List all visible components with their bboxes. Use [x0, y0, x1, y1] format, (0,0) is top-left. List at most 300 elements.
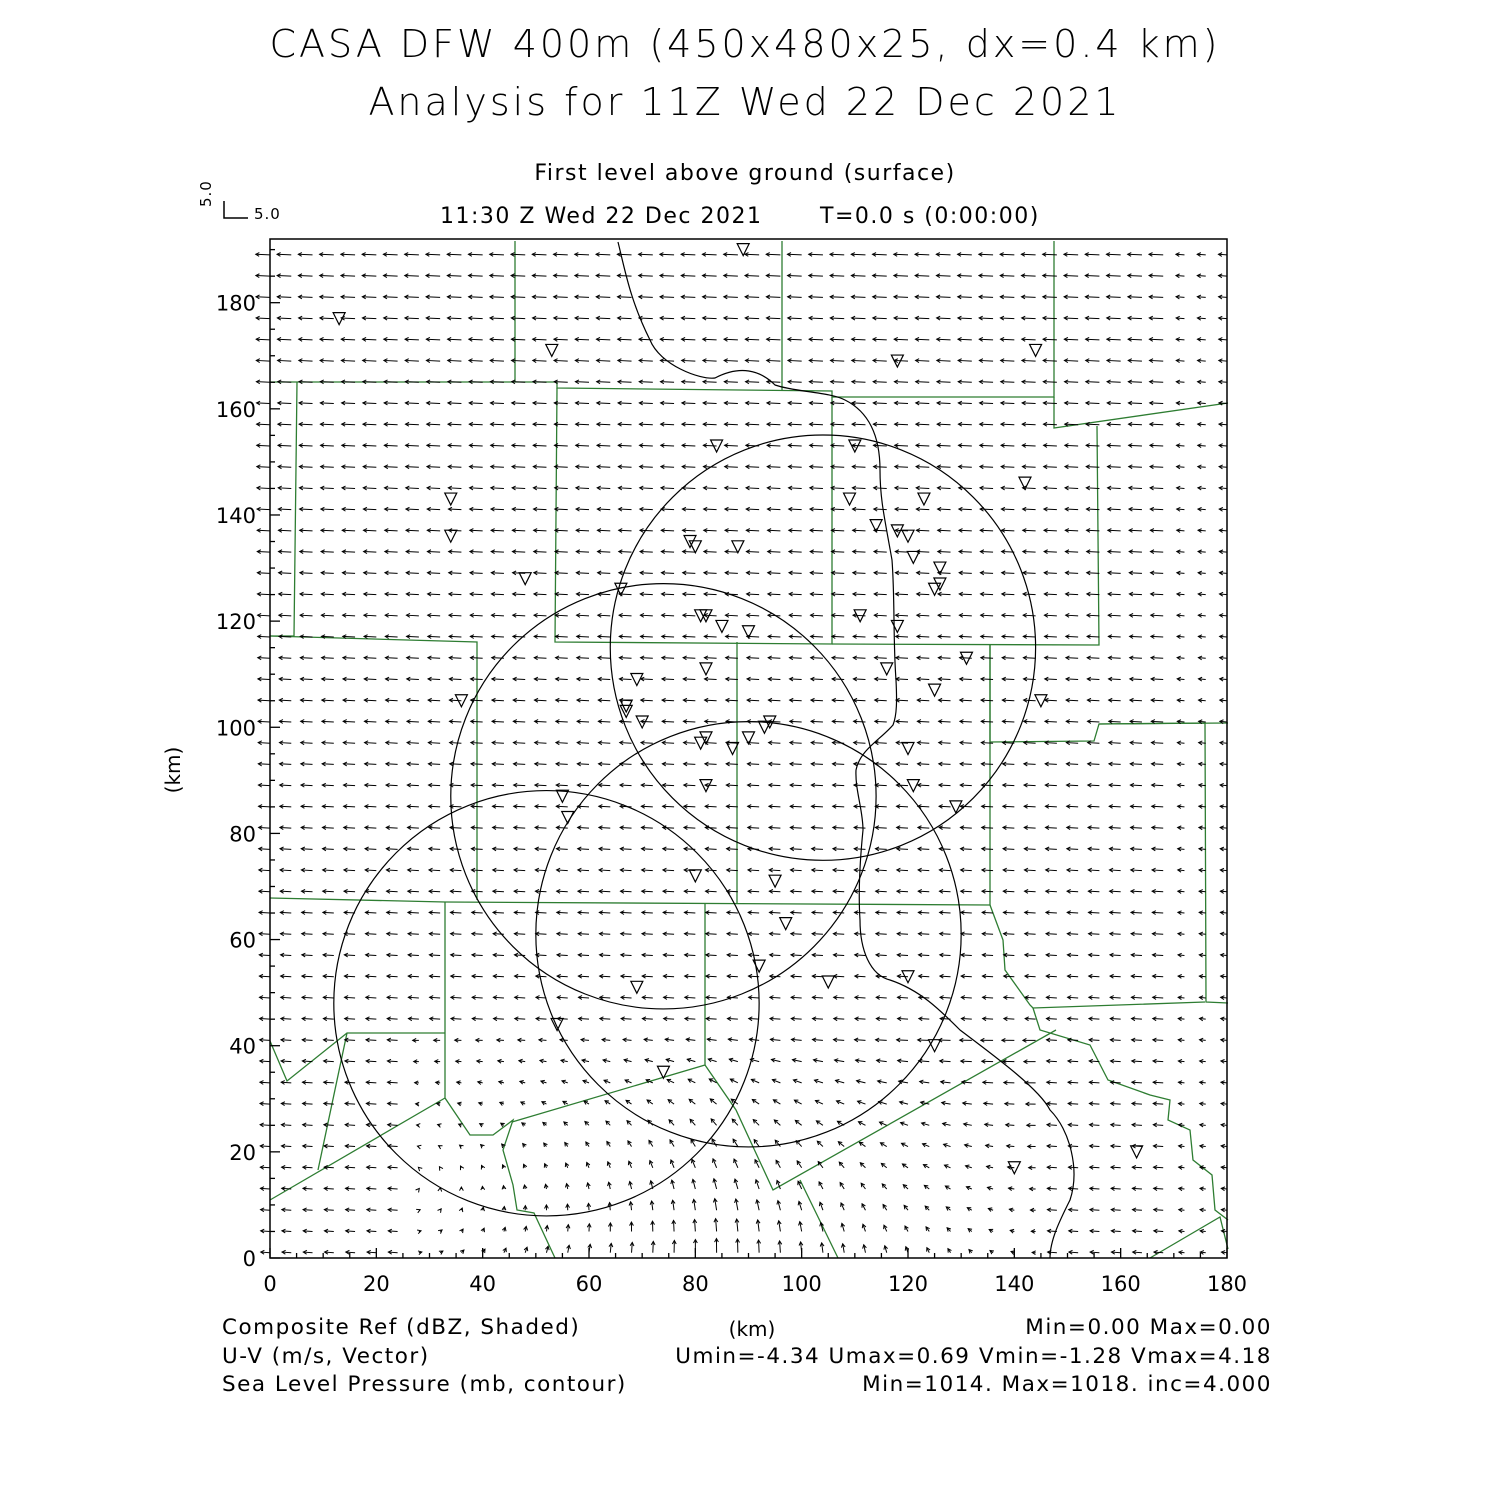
wind-vector-arrow	[427, 380, 441, 384]
wind-vector-arrow	[278, 507, 291, 511]
wind-vector-arrow	[811, 677, 823, 681]
wind-vector-arrow	[663, 847, 674, 851]
wind-vector-arrow	[536, 932, 547, 936]
wind-vector-arrow	[256, 316, 270, 320]
wind-vector-arrow	[586, 1142, 590, 1147]
wind-vector-arrow	[387, 1038, 397, 1042]
wind-vector-arrow	[736, 1239, 740, 1253]
wind-vector-arrow	[878, 1080, 887, 1084]
wind-vector-arrow	[469, 274, 483, 278]
wind-vector-arrow	[748, 889, 759, 893]
wind-vector-arrow	[439, 1146, 443, 1149]
wind-vector-arrow	[565, 1163, 569, 1168]
wind-vector-arrow	[280, 932, 291, 936]
wind-vector-arrow	[408, 868, 419, 872]
wind-vector-arrow	[578, 996, 589, 1000]
wind-vector-arrow	[513, 592, 526, 596]
wind-vector-arrow	[1024, 826, 1035, 830]
wind-vector-arrow	[365, 826, 376, 830]
wind-vector-arrow	[1178, 1038, 1184, 1042]
wind-vector-arrow	[1047, 1187, 1057, 1191]
wind-vector-arrow	[605, 1101, 610, 1105]
wind-vector-arrow	[940, 1059, 951, 1063]
wind-vector-arrow	[491, 550, 504, 554]
wind-vector-arrow	[1150, 401, 1164, 405]
wind-vector-arrow	[941, 1080, 951, 1084]
wind-vector-arrow	[618, 359, 632, 363]
x-tick-label: 180	[1206, 1272, 1248, 1296]
wind-vector-arrow	[705, 720, 717, 724]
wind-vector-arrow	[684, 826, 695, 830]
wind-vector-arrow	[831, 507, 844, 511]
wind-vector-arrow	[596, 295, 610, 299]
wind-vector-arrow	[1152, 889, 1163, 893]
wind-vector-arrow	[542, 1102, 547, 1105]
wind-vector-arrow	[852, 401, 866, 405]
wind-vector-arrow	[492, 805, 503, 809]
wind-vector-arrow	[564, 1122, 568, 1126]
wind-vector-arrow	[727, 974, 738, 978]
wind-vector-arrow	[259, 953, 270, 957]
wind-vector-arrow	[726, 762, 738, 766]
wind-vector-arrow	[981, 1038, 993, 1042]
wind-vector-arrow	[575, 316, 589, 320]
wind-vector-arrow	[1176, 316, 1184, 320]
wind-vector-arrow	[725, 507, 738, 511]
wind-vector-arrow	[876, 932, 887, 936]
wind-vector-arrow	[1006, 1123, 1015, 1127]
wind-vector-arrow	[556, 677, 568, 681]
wind-vector-arrow	[1198, 550, 1206, 554]
wind-vector-arrow	[554, 316, 568, 320]
wind-vector-arrow	[1177, 635, 1184, 639]
wind-vector-arrow	[300, 656, 312, 660]
wind-vector-arrow	[682, 337, 696, 341]
wind-vector-arrow	[819, 1182, 823, 1189]
wind-vector-arrow	[1199, 826, 1206, 830]
wind-vector-arrow	[578, 974, 589, 978]
wind-vector-arrow	[809, 316, 823, 320]
wind-vector-arrow	[651, 1221, 655, 1231]
wind-vector-arrow	[922, 1122, 930, 1126]
wind-vector-arrow	[577, 783, 589, 787]
wind-vector-arrow	[450, 911, 461, 915]
wind-vector-arrow	[984, 1102, 993, 1106]
wind-vector-arrow	[322, 698, 334, 702]
wind-vector-arrow	[1021, 274, 1035, 278]
wind-vector-arrow	[578, 826, 589, 830]
wind-vector-arrow	[279, 698, 291, 702]
wind-vector-arrow	[1219, 295, 1227, 299]
wind-vector-arrow	[859, 1142, 865, 1146]
wind-vector-arrow	[959, 592, 972, 596]
wind-vector-arrow	[345, 1165, 355, 1169]
wind-vector-arrow	[1221, 1251, 1227, 1255]
wind-vector-arrow	[578, 847, 589, 851]
wind-vector-arrow	[771, 1058, 780, 1062]
wind-vector-arrow	[385, 656, 397, 660]
wind-vector-arrow	[726, 698, 738, 702]
wind-vector-arrow	[811, 720, 823, 724]
wind-vector-arrow	[940, 911, 951, 915]
wind-vector-arrow	[959, 613, 971, 617]
wind-vector-arrow	[703, 295, 717, 299]
wind-vector-arrow	[363, 422, 376, 426]
wind-vector-arrow	[661, 444, 674, 448]
wind-vector-arrow	[1065, 444, 1078, 448]
wind-vector-arrow	[832, 656, 844, 660]
wind-vector-arrow	[1065, 571, 1078, 575]
wind-vector-arrow	[1109, 677, 1121, 681]
wind-vector-arrow	[300, 571, 313, 575]
wind-vector-arrow	[832, 698, 844, 702]
wind-vector-arrow	[1043, 274, 1057, 278]
wind-vector-arrow	[322, 720, 334, 724]
wind-vector-arrow	[832, 762, 844, 766]
wind-vector-arrow	[833, 953, 844, 957]
wind-vector-arrow	[1065, 529, 1078, 533]
wind-vector-arrow	[1087, 720, 1099, 724]
wind-vector-arrow	[937, 380, 951, 384]
wind-vector-arrow	[747, 762, 759, 766]
wind-vector-arrow	[278, 486, 291, 490]
wind-vector-arrow	[621, 932, 632, 936]
wind-vector-arrow	[1130, 635, 1142, 639]
wind-vector-arrow	[961, 847, 972, 851]
wind-vector-arrow	[1046, 868, 1057, 872]
wind-vector-arrow	[1178, 1102, 1184, 1106]
wind-vector-arrow	[322, 826, 333, 830]
wind-vector-arrow	[481, 1228, 484, 1232]
wind-vector-arrow	[533, 465, 546, 469]
wind-vector-arrow	[873, 401, 887, 405]
wind-vector-arrow	[1177, 465, 1185, 469]
wind-vector-arrow	[388, 1187, 398, 1191]
wind-vector-arrow	[596, 274, 610, 278]
wind-vector-arrow	[791, 932, 802, 936]
wind-vector-arrow	[691, 1159, 695, 1167]
wind-vector-arrow	[535, 762, 547, 766]
wind-vector-arrow	[898, 1017, 908, 1021]
wind-vector-arrow	[1108, 656, 1120, 660]
wind-vector-arrow	[579, 1017, 589, 1021]
wind-vector-arrow	[555, 465, 568, 469]
wind-vector-arrow	[1010, 1229, 1014, 1233]
wind-vector-arrow	[724, 274, 738, 278]
wind-vector-arrow	[598, 613, 610, 617]
wind-vector-arrow	[1131, 932, 1142, 936]
wind-vector-arrow	[854, 720, 866, 724]
wind-vector-arrow	[364, 656, 376, 660]
wind-vector-arrow	[746, 380, 760, 384]
wind-vector-arrow	[449, 656, 461, 660]
wind-vector-arrow	[1108, 613, 1120, 617]
wind-vector-arrow	[747, 656, 759, 660]
wind-vector-arrow	[1023, 529, 1036, 533]
wind-vector-arrow	[640, 571, 653, 575]
wind-vector-arrow	[981, 635, 993, 639]
wind-vector-arrow	[874, 571, 887, 575]
wind-vector-arrow	[279, 592, 292, 596]
wind-vector-arrow	[460, 1250, 464, 1254]
wind-vector-arrow	[363, 529, 376, 533]
wind-vector-arrow	[1085, 274, 1099, 278]
wind-vector-arrow	[455, 1038, 462, 1042]
wind-vector-arrow	[919, 974, 930, 978]
wind-vector-arrow	[753, 1120, 759, 1126]
wind-vector-arrow	[768, 592, 781, 596]
wind-vector-arrow	[386, 720, 398, 724]
wind-vector-arrow	[627, 1121, 632, 1126]
wind-vector-arrow	[982, 826, 993, 830]
wind-vector-arrow	[1219, 486, 1227, 490]
wind-vector-arrow	[554, 380, 568, 384]
wind-vector-arrow	[1151, 635, 1163, 639]
wind-vector-arrow	[684, 762, 696, 766]
wind-vector-arrow	[682, 444, 695, 448]
wind-vector-arrow	[672, 1220, 676, 1231]
wind-vector-arrow	[927, 1248, 930, 1253]
wind-vector-arrow	[1064, 295, 1078, 299]
wind-vector-arrow	[599, 911, 610, 915]
wind-vector-arrow	[967, 1208, 972, 1211]
wind-vector-arrow	[1046, 996, 1057, 1000]
wind-vector-arrow	[750, 1058, 759, 1062]
wind-vector-arrow	[405, 422, 418, 426]
wind-vector-arrow	[1004, 1081, 1014, 1085]
wind-vector-arrow	[277, 316, 291, 320]
wind-vector-arrow	[1177, 550, 1185, 554]
wind-vector-arrow	[598, 571, 611, 575]
wind-vector-arrow	[1001, 359, 1015, 363]
wind-vector-arrow	[724, 359, 738, 363]
wind-vector-arrow	[299, 401, 313, 405]
wind-vector-arrow	[789, 592, 802, 596]
wind-vector-arrow	[1046, 932, 1057, 936]
wind-vector-arrow	[1199, 868, 1206, 872]
wind-vector-arrow	[641, 698, 653, 702]
wind-vector-arrow	[1022, 359, 1036, 363]
wind-vector-arrow	[1219, 550, 1227, 554]
wind-vector-arrow	[810, 465, 823, 469]
wind-vector-arrow	[1024, 805, 1035, 809]
wind-vector-arrow	[322, 656, 334, 660]
wind-vector-arrow	[618, 380, 632, 384]
wind-vector-arrow	[703, 380, 717, 384]
wind-vector-arrow	[1153, 1059, 1163, 1063]
wind-vector-arrow	[387, 1081, 397, 1085]
wind-vector-arrow	[449, 592, 462, 596]
wind-vector-arrow	[556, 741, 568, 745]
wind-vector-arrow	[1085, 316, 1099, 320]
wind-vector-arrow	[958, 253, 972, 257]
wind-vector-arrow	[524, 1226, 528, 1231]
wind-vector-arrow	[681, 295, 695, 299]
wind-vector-arrow	[811, 805, 822, 809]
wind-vector-arrow	[606, 1121, 610, 1125]
wind-vector-arrow	[449, 677, 461, 681]
wind-vector-arrow	[576, 571, 589, 575]
plot-subtitle: Analysis for 11Z Wed 22 Dec 2021	[368, 80, 1122, 124]
wind-vector-arrow	[417, 1124, 421, 1128]
wind-vector-arrow	[427, 529, 440, 533]
wind-vector-arrow	[852, 486, 865, 490]
wind-vector-arrow	[938, 592, 951, 596]
wind-vector-arrow	[258, 677, 270, 681]
wind-vector-arrow	[438, 1124, 442, 1128]
wind-vector-arrow	[873, 295, 887, 299]
wind-vector-arrow	[450, 868, 461, 872]
wind-vector-arrow	[883, 1205, 887, 1211]
wind-vector-arrow	[385, 550, 398, 554]
wind-vector-arrow	[863, 1245, 867, 1253]
wind-vector-arrow	[916, 529, 929, 533]
wind-vector-arrow	[1198, 592, 1206, 596]
wind-vector-arrow	[1130, 656, 1142, 660]
wind-vector-arrow	[769, 805, 780, 809]
wind-vector-arrow	[873, 359, 887, 363]
wind-vector-arrow	[1131, 953, 1142, 957]
wind-vector-arrow	[683, 720, 695, 724]
wind-vector-arrow	[769, 889, 780, 893]
wind-vector-arrow	[427, 465, 440, 469]
wind-vector-arrow	[493, 868, 504, 872]
wind-vector-arrow	[428, 656, 440, 660]
wind-vector-arrow	[982, 974, 993, 978]
wind-vector-arrow	[1066, 635, 1078, 639]
wind-vector-arrow	[491, 571, 504, 575]
wind-vector-arrow	[259, 847, 270, 851]
wind-vector-arrow	[521, 1102, 525, 1105]
wind-vector-arrow	[1221, 975, 1227, 979]
wind-vector-arrow	[714, 1219, 718, 1232]
wind-vector-arrow	[788, 295, 802, 299]
wind-vector-arrow	[540, 1059, 547, 1063]
wind-vector-arrow	[1089, 1017, 1099, 1021]
wind-vector-arrow	[835, 1080, 844, 1084]
wind-vector-arrow	[958, 274, 972, 278]
wind-vector-arrow	[554, 274, 568, 278]
wind-vector-arrow	[1001, 380, 1015, 384]
wind-vector-arrow	[302, 911, 313, 915]
wind-vector-arrow	[449, 698, 461, 702]
station-marker	[780, 918, 792, 930]
wind-vector-arrow	[904, 1205, 908, 1210]
wind-vector-arrow	[434, 1038, 440, 1042]
wind-vector-arrow	[811, 698, 823, 702]
wind-vector-arrow	[343, 720, 355, 724]
wind-vector-arrow	[724, 422, 737, 426]
wind-vector-arrow	[1111, 1208, 1120, 1212]
wind-vector-arrow	[727, 847, 738, 851]
station-marker	[881, 663, 893, 675]
wind-vector-arrow	[649, 1161, 653, 1168]
wind-vector-arrow	[449, 720, 461, 724]
wind-vector-arrow	[1179, 1229, 1185, 1233]
wind-vector-arrow	[704, 550, 717, 554]
wind-vector-arrow	[705, 698, 717, 702]
wind-vector-arrow	[533, 422, 546, 426]
wind-vector-arrow	[809, 295, 823, 299]
wind-vector-arrow	[1198, 614, 1205, 618]
wind-vector-arrow	[513, 635, 525, 639]
wind-vector-arrow	[769, 868, 780, 872]
wind-vector-arrow	[511, 253, 525, 257]
wind-vector-arrow	[670, 1160, 674, 1168]
wind-vector-arrow	[939, 741, 951, 745]
wind-vector-arrow	[608, 1223, 612, 1231]
wind-vector-arrow	[451, 996, 462, 1000]
wind-vector-arrow	[562, 1080, 568, 1084]
wind-vector-arrow	[734, 1159, 738, 1168]
wind-vector-arrow	[704, 529, 717, 533]
wind-vector-arrow	[278, 422, 291, 426]
wind-vector-arrow	[299, 316, 313, 320]
wind-vector-arrow	[936, 295, 950, 299]
station-marker	[689, 870, 701, 882]
wind-vector-arrow	[682, 422, 695, 426]
wind-vector-arrow	[897, 826, 908, 830]
wind-vector-arrow	[1199, 1017, 1205, 1021]
wind-vector-arrow	[1027, 1123, 1036, 1127]
wind-vector-arrow	[812, 911, 823, 915]
wind-vector-arrow	[1003, 847, 1014, 851]
wind-vector-arrow	[618, 486, 631, 490]
wind-vector-arrow	[587, 1203, 591, 1210]
wind-vector-arrow	[936, 253, 950, 257]
wind-vector-arrow	[982, 932, 993, 936]
wind-vector-arrow	[692, 1179, 696, 1189]
wind-vector-arrow	[895, 550, 908, 554]
wind-vector-arrow	[557, 868, 568, 872]
wind-vector-arrow	[820, 1243, 824, 1253]
wind-vector-arrow	[257, 529, 270, 533]
wind-vector-arrow	[448, 486, 461, 490]
wind-vector-arrow	[982, 889, 993, 893]
wind-vector-arrow	[960, 1038, 972, 1042]
wind-vector-arrow	[408, 953, 419, 957]
wind-vector-arrow	[642, 868, 653, 872]
wind-vector-arrow	[365, 783, 377, 787]
wind-vector-arrow	[341, 337, 355, 341]
wind-vector-arrow	[961, 953, 972, 957]
wind-vector-arrow	[260, 1059, 270, 1063]
wind-vector-arrow	[1151, 677, 1163, 681]
wind-vector-arrow	[384, 444, 397, 448]
wind-vector-arrow	[388, 1229, 397, 1233]
wind-vector-arrow	[536, 911, 547, 915]
wind-vector-arrow	[1090, 1187, 1100, 1191]
wind-vector-arrow	[645, 1059, 653, 1063]
wind-vector-arrow	[535, 741, 547, 745]
wind-vector-arrow	[959, 529, 972, 533]
wind-vector-arrow	[809, 337, 823, 341]
field2-stats: Umin=-4.34 Umax=0.69 Vmin=-1.28 Vmax=4.18	[675, 1344, 1272, 1369]
wind-vector-arrow	[279, 656, 291, 660]
wind-vector-arrow	[438, 1230, 442, 1234]
wind-vector-arrow	[767, 422, 780, 426]
wind-vector-arrow	[428, 635, 440, 639]
wind-vector-arrow	[877, 1059, 887, 1063]
wind-vector-arrow	[555, 550, 568, 554]
wind-vector-arrow	[363, 401, 377, 405]
wind-vector-arrow	[385, 486, 398, 490]
wind-vector-arrow	[979, 295, 993, 299]
wind-vector-arrow	[599, 868, 610, 872]
wind-vector-arrow	[470, 507, 483, 511]
wind-vector-arrow	[554, 295, 568, 299]
wind-vector-arrow	[1108, 507, 1121, 511]
